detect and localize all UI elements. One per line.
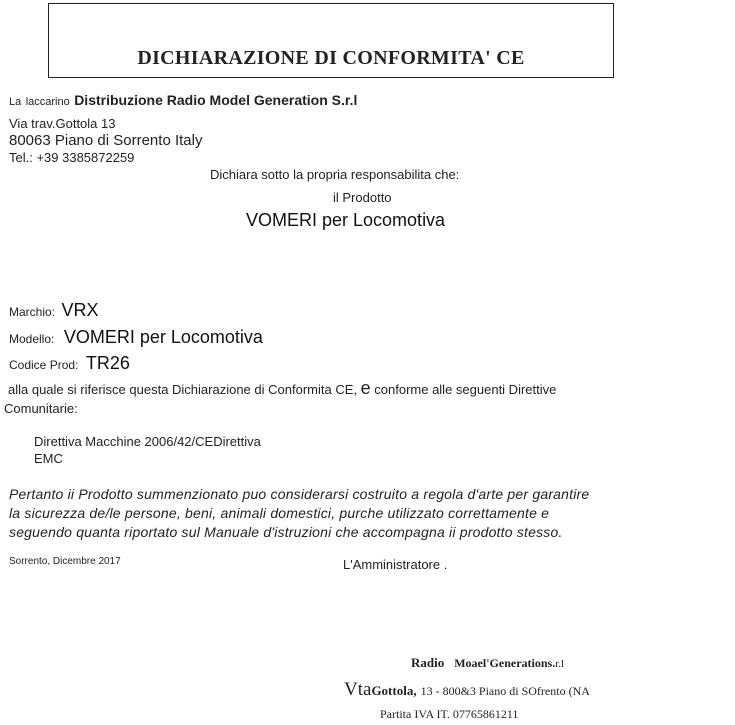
brand-value: VRX <box>61 300 99 320</box>
phone-line: Tel.: +39 3385872259 <box>9 150 135 165</box>
product-label: il Prodotto <box>333 190 392 205</box>
declaration-intro: Dichiara sotto la propria responsabilita che: <box>210 167 460 182</box>
statement-line-2: la sicurezza de/le persone, beni, animali domestici, purche utilizzato correttamente e <box>9 505 550 521</box>
company-prefix-name: laccarino <box>25 96 70 108</box>
directive-line-2: EMC <box>34 451 63 466</box>
place-date: Sorrento, Dicembre 2017 <box>9 556 121 567</box>
stamp-radio: Radio <box>411 655 445 670</box>
product-name: VOMERI per Locomotiva <box>246 210 446 230</box>
brand-label: Marchio: <box>9 305 56 319</box>
stamp-line-2 <box>344 679 590 701</box>
conformity-e: e <box>360 378 371 398</box>
statement-line-1: Pertanto ii Prodotto summenzionato puo considerarsi costruito a regola d'arte per garantire <box>9 486 590 502</box>
company-line <box>9 92 357 110</box>
address-line-2: 80063 Piano di Sorrento Italy <box>9 132 203 149</box>
conformity-line-2: Comunitarie: <box>4 401 78 416</box>
address-line-1: Via trav.Gottola 13 <box>9 116 116 131</box>
code-value: TR26 <box>85 353 130 373</box>
company-name: Distribuzione Radio Model Generation S.r.l <box>74 92 358 108</box>
document-title: DICHIARAZIONE DI CONFORMITA' CE <box>137 47 525 69</box>
model-row <box>9 327 263 348</box>
model-value: VOMERI per Locomotiva <box>63 327 263 347</box>
title-box <box>48 3 614 78</box>
conformity-line-1 <box>8 378 732 398</box>
model-label: Modello: <box>9 332 55 346</box>
code-label: Codice Prod: <box>9 358 79 372</box>
stamp-company: Moael'Generations. <box>454 656 556 670</box>
stamp-via: Vta <box>344 679 372 700</box>
stamp-line-1 <box>411 654 564 672</box>
stamp-srl: r.l <box>555 658 565 670</box>
code-row <box>9 353 130 374</box>
stamp-address: 13 - 800&3 Piano di SOfrento (NA <box>420 684 590 698</box>
conformity-text-b: conforme alle seguenti Direttive <box>374 382 557 397</box>
stamp-vat: Partita IVA IT. 07765861211 <box>380 707 519 721</box>
stamp-street: Gottola, <box>371 683 417 698</box>
conformity-text-a: alla quale si riferisce questa Dichiarazione di Conformita CE, <box>8 382 357 397</box>
brand-row <box>9 300 98 321</box>
company-prefix: La <box>9 96 22 108</box>
directive-line-1: Direttiva Macchine 2006/42/CEDirettiva <box>34 434 261 449</box>
signatory: L'Amministratore . <box>343 557 448 572</box>
statement-line-3: seguendo quanta riportato sul Manuale d'istruzioni che accompagna ii prodotto stesso. <box>9 524 563 540</box>
